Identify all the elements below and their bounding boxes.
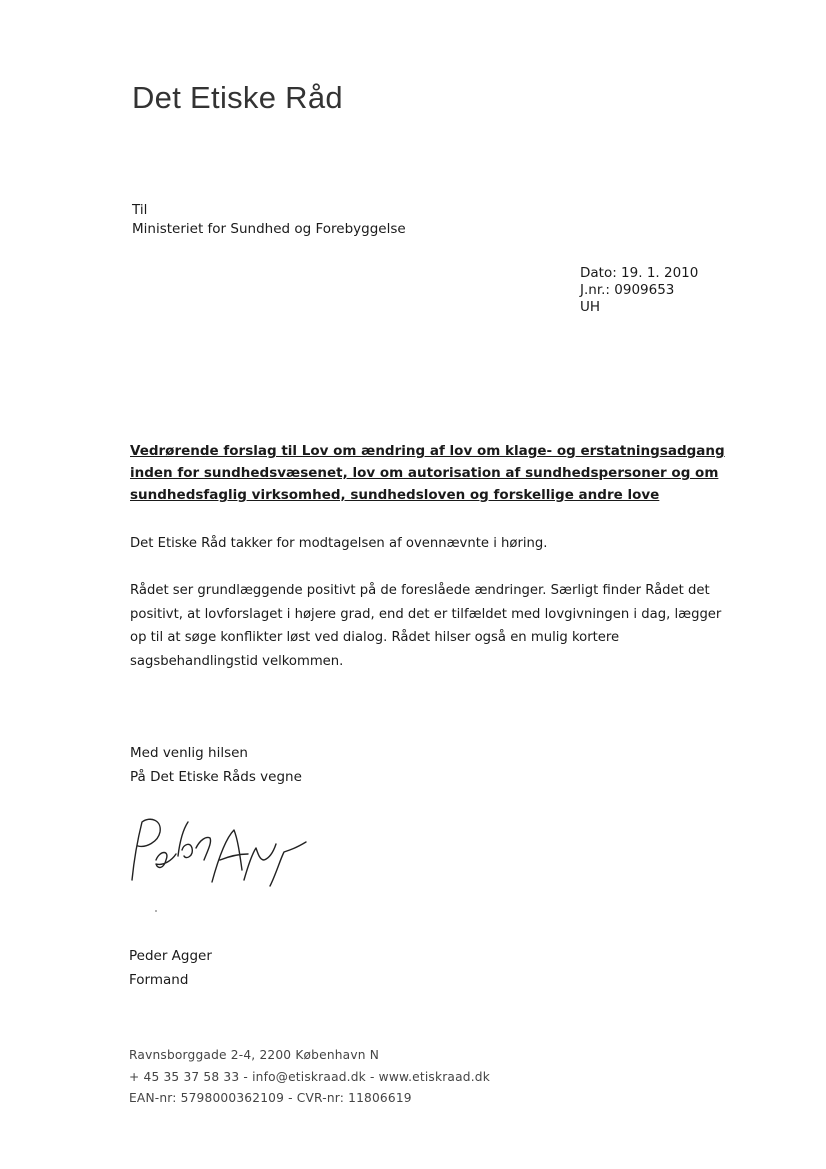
subject-heading — [130, 440, 730, 506]
case-initials: UH — [580, 299, 601, 315]
footer-contact-line: + 45 35 37 58 33 - info@etiskraad.dk - www.etiskraad.dk — [129, 1069, 490, 1084]
scan-speck — [155, 910, 157, 912]
handwritten-signature — [120, 810, 320, 890]
footer-address: Ravnsborggade 2-4, 2200 København N — [129, 1048, 380, 1062]
closing-block — [130, 741, 302, 789]
closing-on-behalf: På Det Etiske Råds vegne — [130, 769, 302, 785]
signer-title: Formand — [129, 972, 189, 988]
footer-contact — [129, 1045, 490, 1110]
paragraph-line: sagsbehandlingstid velkommen. — [130, 653, 344, 669]
letter-date: Dato: 19. 1. 2010 — [580, 265, 699, 281]
subject-line: inden for sundhedsvæsenet, lov om autorisation af sundhedspersoner og om — [130, 465, 719, 481]
letterhead-org-name: Det Etiske Råd — [132, 80, 343, 115]
paragraph-line: positivt, at lovforslaget i højere grad, end det er tilfældet med lovgivningen i dag, lægger — [130, 606, 722, 622]
footer-ids: EAN-nr: 5798000362109 - CVR-nr: 11806619 — [129, 1091, 412, 1105]
recipient-name: Ministeriet for Sundhed og Forebyggelse — [132, 221, 406, 237]
recipient-block — [132, 201, 406, 239]
paragraph-line: Det Etiske Råd takker for modtagelsen af ovennævnte i høring. — [130, 536, 548, 551]
signer-block — [129, 944, 212, 992]
journal-number: J.nr.: 0909653 — [580, 282, 675, 298]
subject-line: Vedrørende forslag til Lov om ændring af lov om klage- og erstatningsadgang — [130, 443, 725, 459]
signer-name: Peder Agger — [129, 948, 212, 964]
paragraph-line: Rådet ser grundlæggende positivt på de foreslåede ændringer. Særligt finder Rådet det — [130, 583, 710, 598]
letter-meta — [580, 265, 698, 316]
closing-greeting: Med venlig hilsen — [130, 745, 248, 761]
paragraph-line: op til at søge konflikter løst ved dialog. Rådet hilser også en mulig kortere — [130, 630, 620, 645]
subject-line: sundhedsfaglig virksomhed, sundhedsloven og forskellige andre love — [130, 487, 660, 503]
body-paragraph-1 — [130, 532, 730, 556]
body-paragraph-2 — [130, 579, 730, 673]
recipient-to-label: Til — [132, 202, 148, 218]
